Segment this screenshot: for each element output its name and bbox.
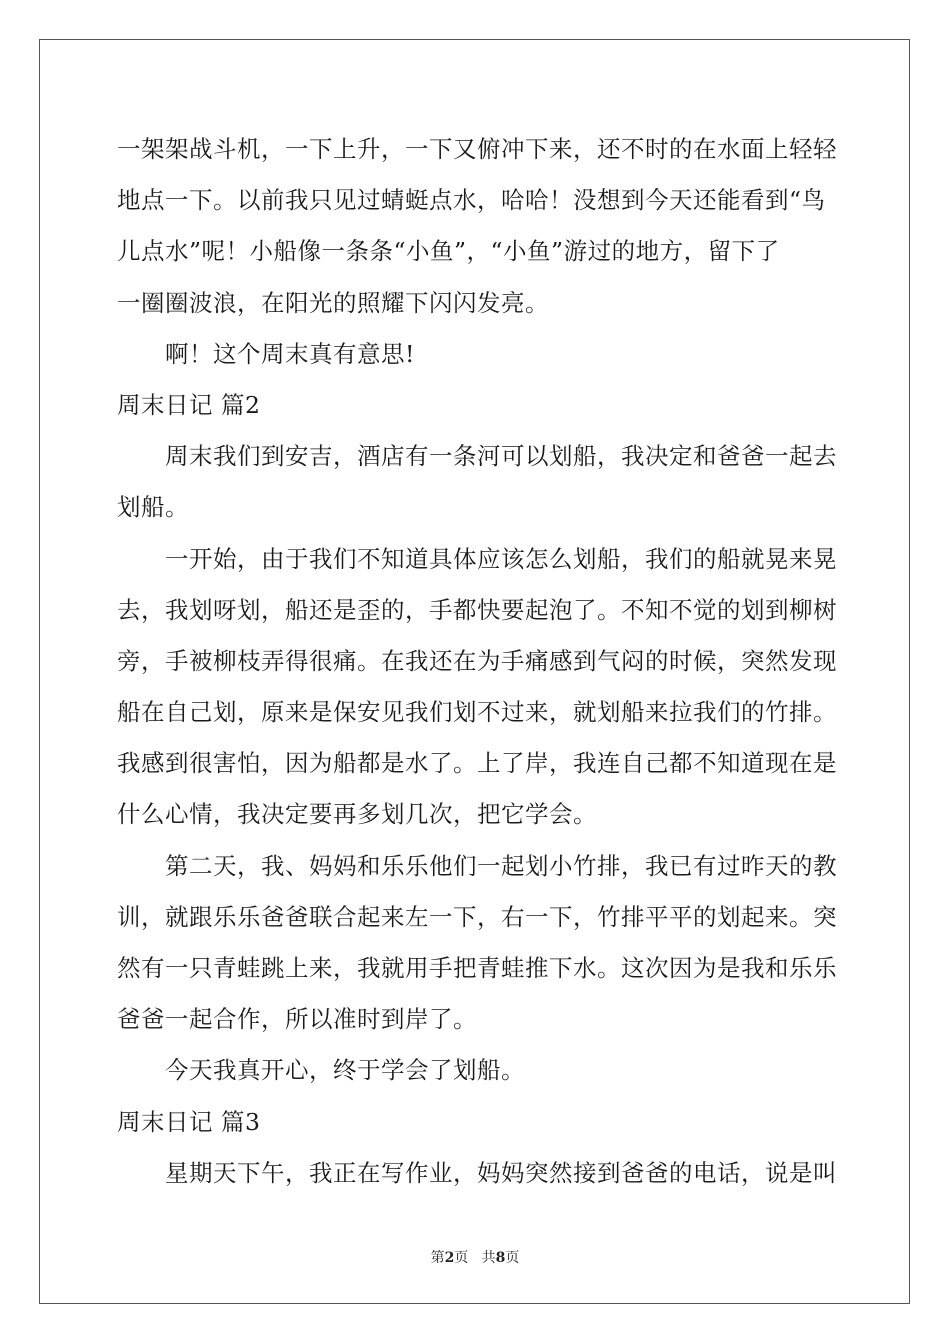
total-prefix: 共 xyxy=(481,1250,496,1266)
page-prefix: 第 xyxy=(430,1250,445,1266)
page-footer xyxy=(0,1247,950,1267)
paragraph-start-line: 一开始，由于我们不知道具体应该怎么划船，我们的船就晃来晃 xyxy=(165,544,837,573)
text-line: 一架架战斗机，一下上升，一下又俯冲下来，还不时的在水面上轻轻 xyxy=(117,135,837,163)
paragraph-start-line: 第二天，我、妈妈和乐乐他们一起划小竹排，我已有过昨天的教 xyxy=(165,851,837,880)
text-line: 爸爸一起合作，所以准时到岸了。 xyxy=(117,1005,477,1034)
paragraph-start-line: 星期天下午，我正在写作业，妈妈突然接到爸爸的电话，说是叫 xyxy=(165,1158,837,1187)
text-line: 儿点水”呢！小船像一条条“小鱼”，“小鱼”游过的地方，留下了 xyxy=(117,237,780,266)
paragraph-start-line: 啊！这个周末真有意思! xyxy=(165,339,415,368)
text-line: 什么心情，我决定要再多划几次，把它学会。 xyxy=(117,800,597,829)
section-heading: 周末日记 篇3 xyxy=(117,1107,261,1136)
page-suffix: 页 xyxy=(454,1250,469,1266)
paragraph-start-line: 今天我真开心，终于学会了划船。 xyxy=(165,1056,525,1085)
document-body xyxy=(117,124,837,1199)
section-heading: 周末日记 篇2 xyxy=(117,390,261,419)
text-line: 划船。 xyxy=(117,493,189,522)
text-line: 去，我划呀划，船还是歪的，手都快要起泡了。不知不觉的划到柳树 xyxy=(117,595,837,624)
text-line: 训，就跟乐乐爸爸联合起来左一下，右一下，竹排平平的划起来。突 xyxy=(117,902,837,931)
text-line: 一圈圈波浪，在阳光的照耀下闪闪发亮。 xyxy=(117,288,549,317)
text-line: 然有一只青蛙跳上来，我就用手把青蛙推下水。这次因为是我和乐乐 xyxy=(117,954,837,982)
paragraph-start-line: 周末我们到安吉，酒店有一条河可以划船，我决定和爸爸一起去 xyxy=(165,442,837,471)
total-suffix: 页 xyxy=(505,1250,520,1266)
page-number: 2 xyxy=(444,1250,455,1266)
text-line: 我感到很害怕，因为船都是水了。上了岸，我连自己都不知道现在是 xyxy=(117,749,837,778)
text-line: 地点一下。以前我只见过蜻蜓点水，哈哈！没想到今天还能看到“鸟 xyxy=(117,186,826,215)
text-line: 船在自己划，原来是保安见我们划不过来，就划船来拉我们的竹排。 xyxy=(117,698,837,727)
total-pages: 8 xyxy=(495,1250,506,1266)
text-line: 旁，手被柳枝弄得很痛。在我还在为手痛感到气闷的时候，突然发现 xyxy=(117,646,837,675)
